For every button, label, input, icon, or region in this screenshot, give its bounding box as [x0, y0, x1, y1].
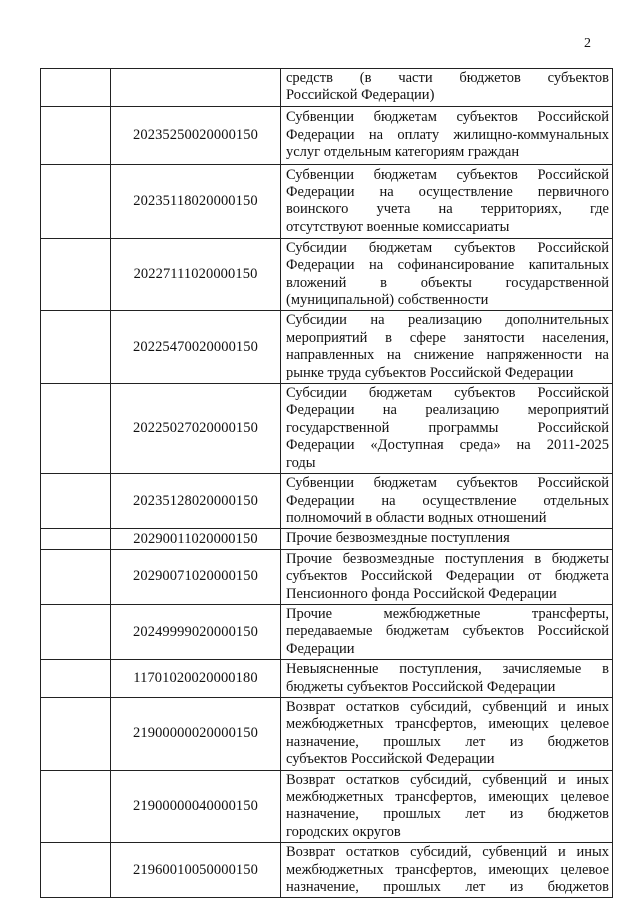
description-line: услуг отдельным категориям граждан: [286, 144, 520, 161]
table-row: [41, 69, 613, 107]
description-cell: [281, 697, 613, 770]
table-row: [41, 529, 613, 549]
description-line: средств (в части бюджетов субъектов: [286, 70, 609, 86]
description-line: Субсидии на реализацию дополнительных: [286, 312, 609, 329]
blank-cell: [41, 474, 111, 529]
budget-code-cell: 20235250020000150: [111, 106, 281, 164]
table-row: [41, 549, 613, 604]
description-line: передаваемые бюджетам субъектов Российской: [286, 623, 609, 640]
description-cell: [281, 238, 613, 311]
blank-cell: [41, 770, 111, 843]
description-line: Пенсионного фонда Российской Федерации: [286, 585, 557, 602]
blank-cell: [41, 529, 111, 549]
table-row: [41, 843, 613, 898]
blank-cell: [41, 604, 111, 659]
blank-cell: [41, 697, 111, 770]
description-line: Субсидии бюджетам субъектов Российской: [286, 239, 609, 256]
description-cell: [281, 106, 613, 164]
description-line: субъектов Российской Федерации: [286, 751, 495, 768]
blank-cell: [41, 238, 111, 311]
description-line: отсутствуют военные комиссариаты: [286, 218, 510, 235]
description-line: Федерации на осуществление первичного: [286, 183, 609, 200]
description-line: Субвенции бюджетам субъектов Российской: [286, 109, 609, 126]
description-cell: [281, 384, 613, 474]
description-line: Федерации на оплату жилищно-коммунальных: [286, 126, 609, 143]
description-line: полномочий в области водных отношений: [286, 509, 547, 526]
description-line: годы: [286, 454, 316, 471]
budget-code-cell: 21900000020000150: [111, 697, 281, 770]
description-line: межбюджетных трансфертов, имеющих целевое: [286, 716, 609, 733]
description-line: межбюджетных трансфертов, имеющих целевое: [286, 789, 609, 805]
budget-code-cell: 21900000040000150: [111, 770, 281, 843]
description-line: городских округов: [286, 823, 401, 840]
description-cell: [281, 843, 613, 898]
description-line: (муниципальной) собственности: [286, 292, 489, 309]
description-line: Субвенции бюджетам субъектов Российской: [286, 166, 609, 183]
budget-code-cell: 11701020020000180: [111, 660, 281, 698]
description-line: воинского учета на территориях, где: [286, 201, 609, 218]
description-line: Возврат остатков субсидий, субвенций и иных: [286, 844, 609, 861]
description-line: назначение, прошлых лет из бюджетов: [286, 733, 609, 750]
blank-cell: [41, 660, 111, 698]
budget-code-cell: 20225027020000150: [111, 384, 281, 474]
page-number: 2: [584, 36, 591, 51]
description-line: межбюджетных трансфертов, имеющих целевое: [286, 861, 609, 878]
description-line: Прочие безвозмездные поступления: [286, 530, 510, 547]
blank-cell: [41, 549, 111, 604]
description-line: субъектов Российской Федерации от бюджета: [286, 568, 609, 585]
budget-code-cell: 21960010050000150: [111, 843, 281, 898]
budget-code-cell: 20290071020000150: [111, 549, 281, 604]
blank-cell: [41, 384, 111, 474]
description-line: вложений в объекты государственной: [286, 274, 609, 291]
budget-code-cell: 20225470020000150: [111, 311, 281, 384]
description-cell: [281, 549, 613, 604]
description-line: Федерации на софинансирование капитальных: [286, 257, 609, 274]
description-line: Возврат остатков субсидий, субвенций и иных: [286, 698, 609, 715]
description-line: Субвенции бюджетам субъектов Российской: [286, 475, 609, 492]
budget-code-cell: 20290011020000150: [111, 529, 281, 549]
description-line: Невыясненные поступления, зачисляемые в: [286, 661, 609, 678]
budget-code-cell: 20235118020000150: [111, 164, 281, 238]
table-row: [41, 384, 613, 474]
description-line: государственной программы Российской: [286, 419, 609, 436]
table-body: [41, 69, 613, 898]
description-line: Федерации на осуществление отдельных: [286, 492, 609, 509]
description-line: бюджеты субъектов Российской Федерации: [286, 678, 556, 695]
description-line: мероприятий в сфере занятости населения,: [286, 329, 609, 346]
budget-revenue-table: [40, 68, 613, 898]
description-line: Субсидии бюджетам субъектов Российской: [286, 385, 609, 402]
description-cell: [281, 474, 613, 529]
description-cell: [281, 311, 613, 384]
table-row: [41, 770, 613, 843]
description-line: Федерации: [286, 640, 355, 657]
table-row: [41, 238, 613, 311]
description-line: Российской Федерации): [286, 87, 435, 104]
table-row: [41, 697, 613, 770]
budget-code-cell: 20227111020000150: [111, 238, 281, 311]
blank-cell: [41, 311, 111, 384]
description-line: Федерации «Доступная среда» на 2011-2025: [286, 437, 609, 454]
description-cell: [281, 529, 613, 549]
description-line: направленных на снижение напряженности на: [286, 347, 609, 364]
budget-code-cell: [111, 69, 281, 107]
description-line: Возврат остатков субсидий, субвенций и иных: [286, 771, 609, 788]
table-row: [41, 106, 613, 164]
description-cell: [281, 770, 613, 843]
description-line: Федерации на реализацию мероприятий: [286, 402, 609, 419]
table-row: [41, 604, 613, 659]
description-line: Прочие безвозмездные поступления в бюджеты: [286, 550, 609, 567]
description-cell: [281, 164, 613, 238]
blank-cell: [41, 843, 111, 898]
description-line: рынке труда субъектов Российской Федерации: [286, 364, 574, 381]
description-line: назначение, прошлых лет из бюджетов: [286, 806, 609, 823]
description-cell: [281, 69, 613, 107]
blank-cell: [41, 69, 111, 107]
table-row: [41, 660, 613, 698]
table-row: [41, 164, 613, 238]
table-row: [41, 474, 613, 529]
description-cell: [281, 660, 613, 698]
description-line: назначение, прошлых лет из бюджетов: [286, 879, 609, 896]
budget-code-cell: 20235128020000150: [111, 474, 281, 529]
description-cell: [281, 604, 613, 659]
blank-cell: [41, 164, 111, 238]
blank-cell: [41, 106, 111, 164]
description-line: Прочие межбюджетные трансферты,: [286, 605, 609, 622]
budget-code-cell: 20249999020000150: [111, 604, 281, 659]
table-row: [41, 311, 613, 384]
